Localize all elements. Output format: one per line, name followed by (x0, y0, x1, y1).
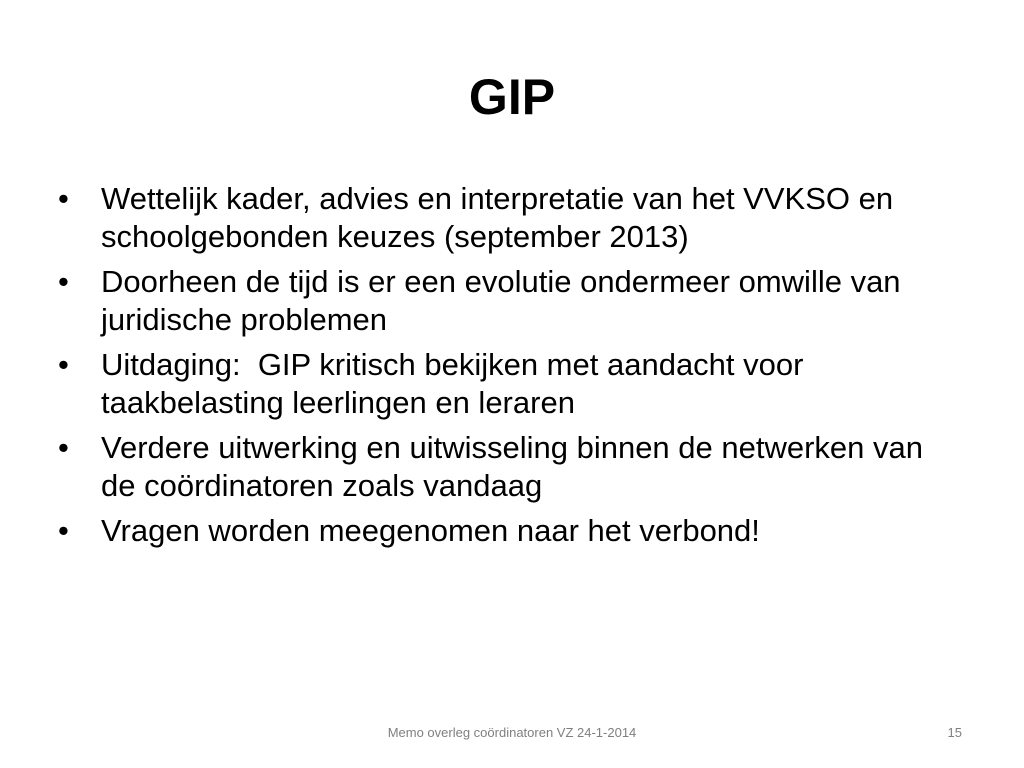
bullet-text: Verdere uitwerking en uitwisseling binnen de netwerken van de coördinatoren zoals vandaag (101, 430, 923, 503)
bullet-item (58, 263, 938, 339)
bullet-icon: • (58, 513, 69, 548)
footer-text: Memo overleg coördinatoren VZ 24-1-2014 (387, 725, 637, 740)
bullet-item (58, 180, 938, 256)
bullet-text: Vragen worden meegenomen naar het verbond! (101, 513, 760, 548)
bullet-icon: • (58, 181, 69, 216)
bullet-item (58, 512, 938, 550)
bullet-list (58, 180, 938, 557)
bullet-icon: • (58, 264, 69, 299)
bullet-item (58, 429, 938, 505)
page-number: 15 (947, 725, 962, 740)
bullet-icon: • (58, 430, 69, 465)
bullet-text: Doorheen de tijd is er een evolutie ondermeer omwille van juridische problemen (101, 264, 901, 337)
bullet-item (58, 346, 938, 422)
bullet-text: Uitdaging: GIP kritisch bekijken met aandacht voor taakbelasting leerlingen en leraren (101, 347, 813, 420)
bullet-text: Wettelijk kader, advies en interpretatie van het VVKSO en schoolgebonden keuzes (september 2013) (101, 181, 894, 254)
slide-title: GIP (468, 69, 556, 125)
bullet-icon: • (58, 347, 69, 382)
